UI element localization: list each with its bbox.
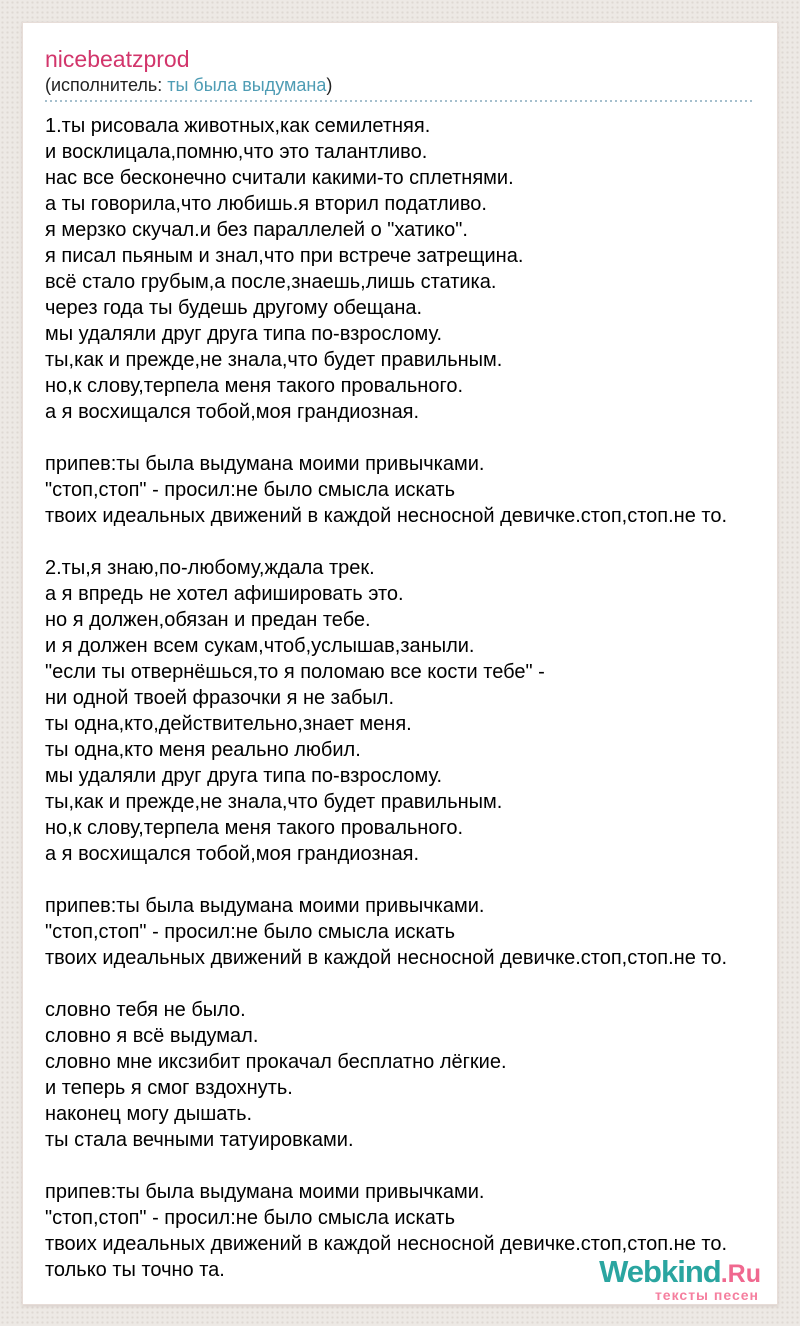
lyric-line: нас все бесконечно считали какими-то сплетнями. — [45, 167, 514, 189]
artist-link[interactable]: ты была выдумана — [167, 75, 327, 95]
lyric-line: словно тебя не было. — [45, 999, 246, 1021]
lyric-line: припев:ты была выдумана моими привычками. — [45, 895, 485, 917]
lyric-line: и восклицала,помню,что это талантливо. — [45, 141, 428, 163]
lyric-line: твоих идеальных движений в каждой несносной девичке.стоп,стоп.не то. — [45, 947, 728, 969]
lyric-line: "стоп,стоп" - просил:не было смысла искать — [45, 1207, 456, 1229]
lyric-line: но я должен,обязан и предан тебе. — [45, 609, 371, 631]
page-title: nicebeatzprod — [45, 46, 190, 72]
lyric-line: через года ты будешь другому обещана. — [45, 297, 423, 319]
lyric-line: наконец могу дышать. — [45, 1103, 253, 1125]
lyric-line: "если ты отвернёшься,то я поломаю все кости тебе" - — [45, 661, 545, 683]
lyrics-stanza — [45, 113, 755, 425]
lyric-line: 1.ты рисовала животных,как семилетняя. — [45, 115, 431, 137]
lyric-line: я писал пьяным и знал,что при встрече затрещина. — [45, 245, 524, 267]
lyrics-stanza — [45, 555, 755, 867]
lyric-line: "стоп,стоп" - просил:не было смысла искать — [45, 479, 456, 501]
lyric-line: но,к слову,терпела меня такого провального. — [45, 375, 463, 397]
lyric-line: всё стало грубым,а после,знаешь,лишь статика. — [45, 271, 497, 293]
lyrics-stanza — [45, 451, 755, 529]
lyric-line: ты одна,кто,действительно,знает меня. — [45, 713, 412, 735]
lyrics-stanza — [45, 997, 755, 1153]
lyric-line: мы удаляли друг друга типа по-взрослому. — [45, 323, 443, 345]
lyric-line: а я восхищался тобой,моя грандиозная. — [45, 843, 420, 865]
lyric-line: мы удаляли друг друга типа по-взрослому. — [45, 765, 443, 787]
lyric-line: припев:ты была выдумана моими привычками. — [45, 453, 485, 475]
lyric-line: "стоп,стоп" - просил:не было смысла искать — [45, 921, 456, 943]
dotted-separator — [45, 100, 755, 102]
lyric-line: и теперь я смог вздохнуть. — [45, 1077, 293, 1099]
logo-wordmark — [599, 1256, 761, 1287]
lyric-line: 2.ты,я знаю,по-любому,ждала трек. — [45, 557, 375, 579]
webkind-logo-link[interactable] — [599, 1256, 761, 1302]
artist-line — [45, 75, 755, 95]
lyric-line: словно я всё выдумал. — [45, 1025, 259, 1047]
lyric-line: но,к слову,терпела меня такого провального. — [45, 817, 463, 839]
lyric-line: ты одна,кто меня реально любил. — [45, 739, 361, 761]
lyric-line: а ты говорила,что любишь.я вторил податливо. — [45, 193, 487, 215]
logo-tagline: тексты песен — [654, 1287, 759, 1303]
lyric-line: припев:ты была выдумана моими привычками. — [45, 1181, 485, 1203]
lyric-line: ни одной твоей фразочки я не забыл. — [45, 687, 395, 709]
lyric-line: а я восхищался тобой,моя грандиозная. — [45, 401, 420, 423]
logo-ru-text: .Ru — [720, 1260, 761, 1288]
lyrics-stanza — [45, 893, 755, 971]
artist-suffix: ) — [326, 75, 333, 95]
lyric-line: и я должен всем сукам,чтоб,услышав,заныли. — [45, 635, 475, 657]
artist-label: (исполнитель: — [45, 75, 168, 95]
lyric-line: я мерзко скучал.и без параллелей о "хатико". — [45, 219, 468, 241]
lyric-line: а я впредь не хотел афишировать это. — [45, 583, 404, 605]
lyric-line: твоих идеальных движений в каждой несносной девичке.стоп,стоп.не то. — [45, 505, 728, 527]
lyric-line: только ты точно та. — [45, 1259, 225, 1281]
lyric-line: ты,как и прежде,не знала,что будет правильным. — [45, 791, 503, 813]
logo-webkind-text: Webkind — [599, 1254, 721, 1289]
lyric-line: ты стала вечными татуировками. — [45, 1129, 354, 1151]
lyric-line: словно мне иксзибит прокачал бесплатно лёгкие. — [45, 1051, 507, 1073]
lyrics-text — [45, 113, 755, 1283]
lyric-line: твоих идеальных движений в каждой несносной девичке.стоп,стоп.не то. — [45, 1233, 728, 1255]
content-card — [22, 22, 778, 1305]
lyric-line: ты,как и прежде,не знала,что будет правильным. — [45, 349, 503, 371]
